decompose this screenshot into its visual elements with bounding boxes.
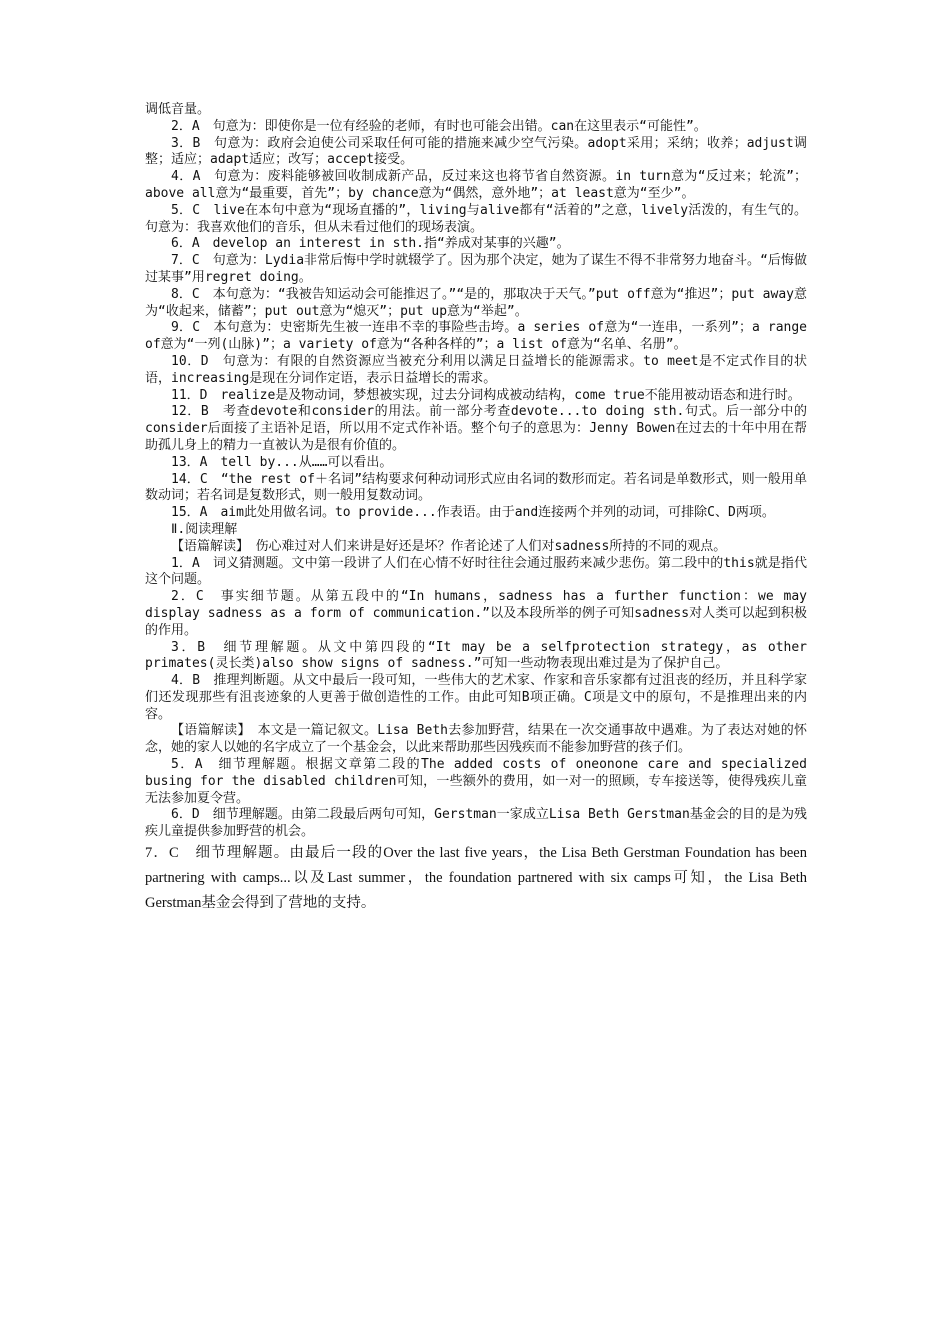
answer-paragraph: 15．A aim此处用做名词。to provide...作表语。由于and连接两个并列的动词，可排除C、D两项。 (171, 505, 775, 521)
answer-paragraph: 13．A tell by...从……可以看出。 (171, 454, 393, 470)
answer-paragraph: 3．B 句意为：政府会迫使公司采取任何可能的措施来减少空气污染。adopt采用；采纳；收养；adjust调整；适应；adapt适应；改写；accept接受。 (145, 135, 807, 168)
answer-paragraph: 2．A 句意为：即使你是一位有经验的老师，有时也可能会出错。can在这里表示“可能性”。 (171, 118, 707, 134)
answer-paragraph: 6．D 细节理解题。由第二段最后两句可知，Gerstman一家成立Lisa Beth Gerstman基金会的目的是为残疾儿童提供参加野营的机会。 (145, 807, 807, 840)
answer-paragraph: 调低音量。 (145, 102, 211, 117)
answer-paragraph: Ⅱ.阅读理解 (171, 521, 238, 537)
answer-paragraph-list (145, 102, 807, 841)
answer-paragraph: 7．C 句意为：Lydia非常后悔中学时就辍学了。因为那个决定，她为了谋生不得不非常努力地奋斗。“后悔做过某事”用regret doing。 (145, 253, 807, 285)
answer-paragraph: 4．B 推理判断题。从文中最后一段可知，一些伟大的艺术家、作家和音乐家都有过沮丧的经历，并且科学家们还发现那些有沮丧迹象的人更善于做创造性的工作。由此可知B项正确。C项是文中的原句，不是推理出来的内容。 (145, 673, 807, 722)
answer-paragraph: 8．C 本句意为：“我被告知运动会可能推迟了。”“是的，那取决于天气。”put off意为“推迟”；put away意为“收起来，储蓄”；put out意为“熄灭”；put up意为“举起”。 (145, 286, 807, 319)
answer-paragraph: 4．A 句意为：废料能够被回收制成新产品，反过来这也将节省自然资源。in turn意为“反过来；轮流”；above all意为“最重要，首先”；by chance意为“偶然，意外地”；at least意为“至少”。 (145, 169, 807, 201)
answer-paragraph: 6．A develop an interest in sth.指“养成对某事的兴趣”。 (171, 236, 570, 252)
answer-paragraph: 2．C 事实细节题。从第五段中的“In humans，sadness has a further function：we may display sadness as a form of communication.”以及本段所举的例子可知sadness对人类可以起到积极的作用。 (145, 589, 807, 638)
answer-paragraph: 1．A 词义猜测题。文中第一段讲了人们在心情不好时往往会通过服药来减少悲伤。第二段中的this就是指代这个问题。 (145, 555, 807, 588)
answer-paragraph: 5．A 细节理解题。根据文章第二段的The added costs of oneonone care and specialized busing for the disabled children可知，一些额外的费用，如一对一的照顾，专车接送等，使得残疾儿童无法参加夏令营。 (145, 757, 807, 806)
answer-paragraph: 【语篇解读】 本文是一篇记叙文。Lisa Beth去参加野营，结果在一次交通事故中遇难。为了表达对她的怀念，她的家人以她的名字成立了一个基金会，以此来帮助那些因残疾而不能参加野营的孩子们。 (145, 723, 807, 756)
answer-paragraph: 5．C live在本句中意为“现场直播的”，living与alive都有“活着的”之意，lively活泼的，有生气的。句意为：我喜欢他们的音乐，但从未看过他们的现场表演。 (145, 202, 807, 235)
answer-paragraph: 3．B 细节理解题。从文中第四段的“It may be a selfprotection strategy，as other primates(灵长类)also show signs of sadness.”可知一些动物表现出难过是为了保护自己。 (145, 639, 807, 672)
answer-paragraph: 10．D 句意为：有限的自然资源应当被充分利用以满足日益增长的能源需求。to meet是不定式作目的状语，increasing是现在分词作定语，表示日益增长的需求。 (145, 353, 807, 386)
answer-paragraph: 14．C “the rest of＋名词”结构要求何种动词形式应由名词的数形而定。若名词是单数形式，则一般用单数动词；若名词是复数形式，则一般用复数动词。 (145, 471, 807, 504)
answer-paragraph: 12．B 考查devote和consider的用法。前一部分考查devote...to doing sth.句式。后一部分中的consider后面接了主语补足语，所以用不定式作补语。整个句子的意思为：Jenny Bowen在过去的十年中用在帮助孤儿身上的精力一直被认为是很有价值的。 (145, 404, 807, 453)
answer-paragraph: 【语篇解读】 伤心难过对人们来讲是好还是坏？作者论述了人们对sadness所持的不同的观点。 (171, 538, 727, 554)
answer-paragraph: 11．D realize是及物动词，梦想被实现，过去分词构成被动结构，come true不能用被动语态和进行时。 (171, 387, 801, 403)
document-body (145, 102, 807, 916)
answer-7-paragraph: 7．C 细节理解题。由最后一段的Over the last five years，the Lisa Beth Gerstman Foundation has been partnering with camps...以及Last summer，the foundation partnered with six camps可知，the Lisa Beth Gerstman基金会得到了营地的支持。 (145, 845, 807, 912)
answer-paragraph: 9．C 本句意为：史密斯先生被一连串不幸的事险些击垮。a series of意为“一连串，一系列”；a range of意为“一列(山脉)”；a variety of意为“各种各样的”；a list of意为“名单、名册”。 (145, 320, 807, 353)
